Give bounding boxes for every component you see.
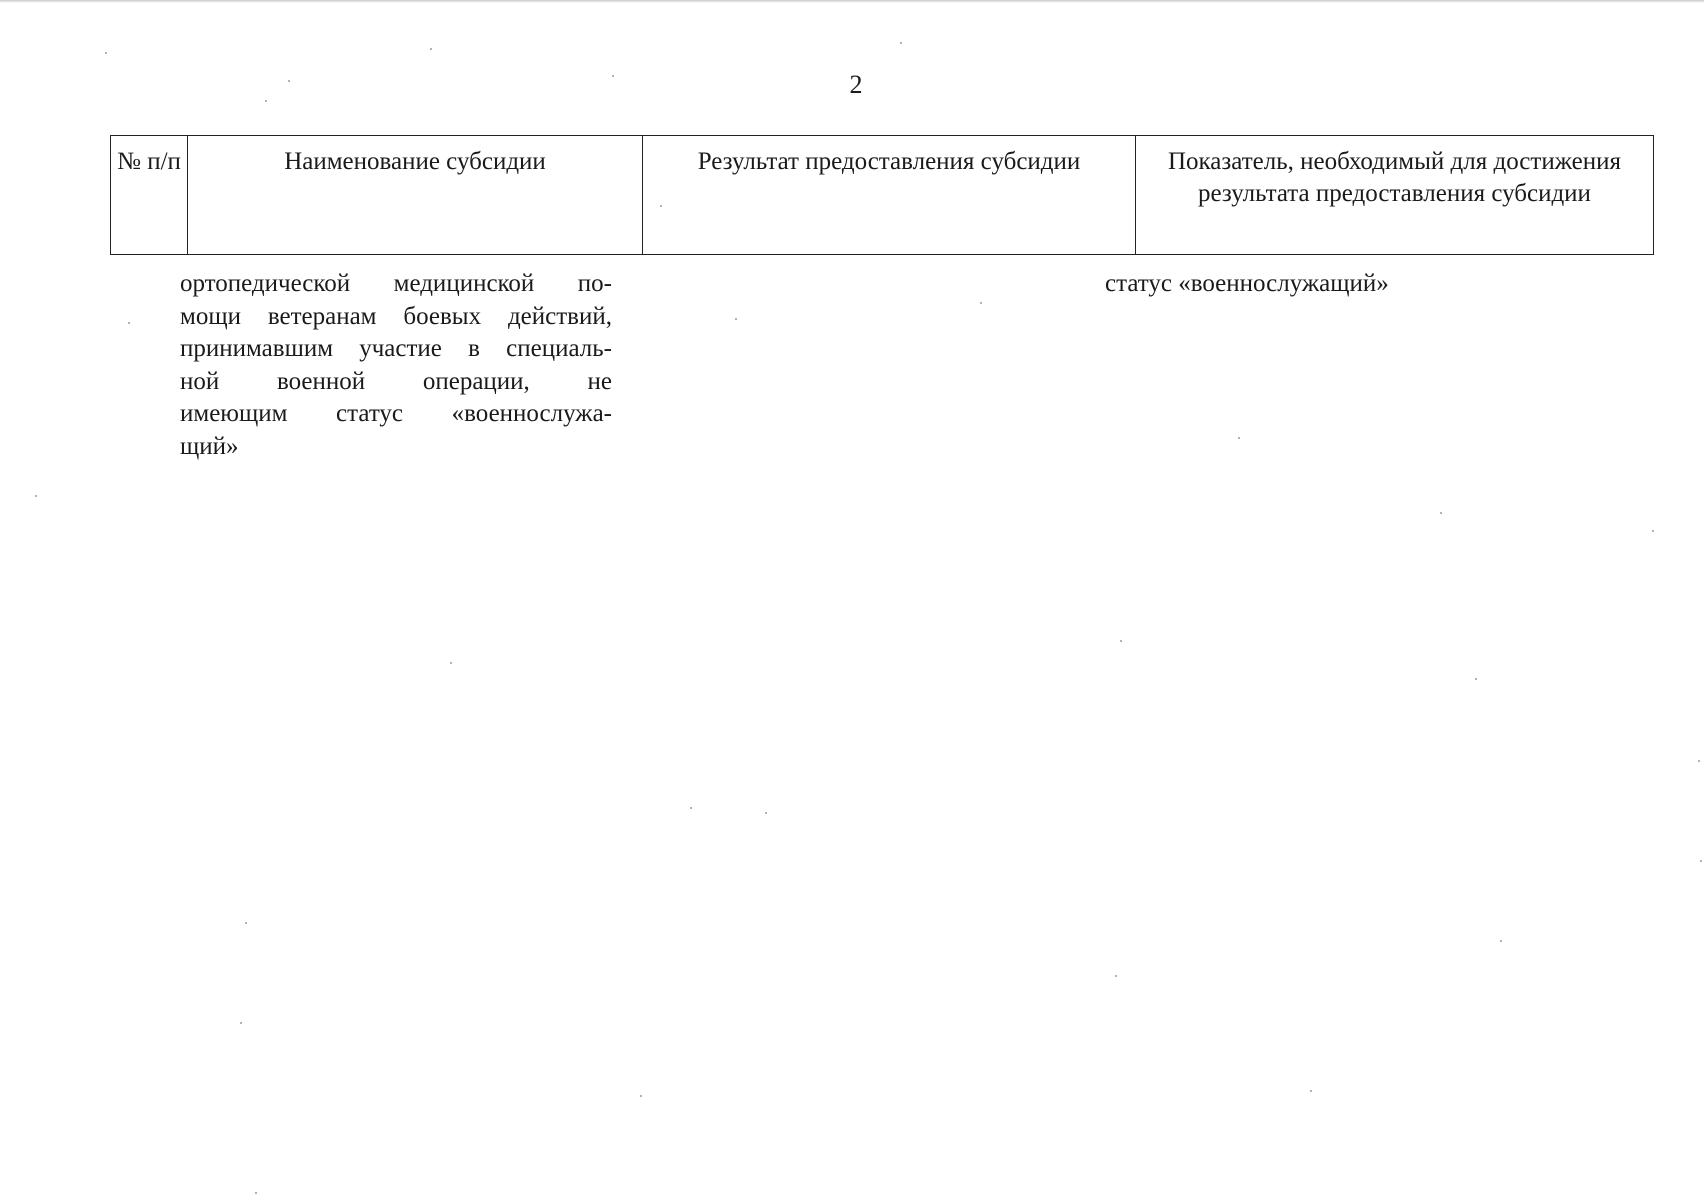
scan-speck (35, 495, 37, 497)
scan-speck (1440, 512, 1442, 514)
scan-speck (1310, 1090, 1312, 1092)
subsidy-table-header (110, 135, 1654, 255)
scan-speck (640, 1095, 642, 1097)
scan-speck (255, 1192, 257, 1194)
scan-speck (265, 100, 267, 102)
name-line: принимавшим участие в специаль- (180, 335, 612, 362)
scan-speck (1700, 860, 1702, 862)
table-header-row (111, 136, 1654, 255)
scan-speck (900, 42, 902, 44)
scan-speck (1115, 975, 1117, 977)
header-number: № п/п (111, 136, 188, 255)
name-line: имеющим статус «военнослужа- (180, 400, 612, 427)
scan-speck (735, 318, 737, 320)
scan-speck (1652, 530, 1654, 532)
name-line: щий» (180, 432, 239, 460)
scan-speck (1120, 640, 1122, 642)
name-line: ортопедической медицинской по- (180, 270, 612, 297)
scan-speck (1500, 940, 1502, 942)
scan-speck (105, 52, 107, 54)
scan-speck (240, 1022, 242, 1024)
scan-speck (288, 80, 290, 82)
name-line: ной военной операции, не (180, 367, 612, 395)
page-number: 2 (849, 70, 863, 99)
scan-speck (430, 48, 432, 50)
indicator-continuation: статус «военнослужащий» (1105, 270, 1389, 297)
subsidy-name-continuation (180, 268, 612, 463)
scan-speck (1698, 760, 1700, 762)
header-subsidy-result: Результат предоставления субсидии (643, 136, 1136, 255)
scan-top-edge (0, 0, 1704, 3)
scan-speck (1475, 678, 1477, 680)
scan-speck (690, 807, 692, 809)
header-subsidy-name: Наименование субсидии (188, 136, 643, 255)
scan-speck (1238, 437, 1240, 439)
scan-speck (128, 322, 130, 324)
scan-speck (245, 922, 247, 924)
name-line: мощи ветеранам боевых действий, (180, 302, 612, 330)
scan-speck (450, 662, 452, 664)
scan-speck (660, 205, 662, 207)
header-indicator: Показатель, необходимый для достижения результата предоставления субсидии (1136, 136, 1654, 255)
scan-speck (612, 75, 614, 77)
scan-speck (765, 812, 767, 814)
scan-speck (980, 302, 982, 304)
